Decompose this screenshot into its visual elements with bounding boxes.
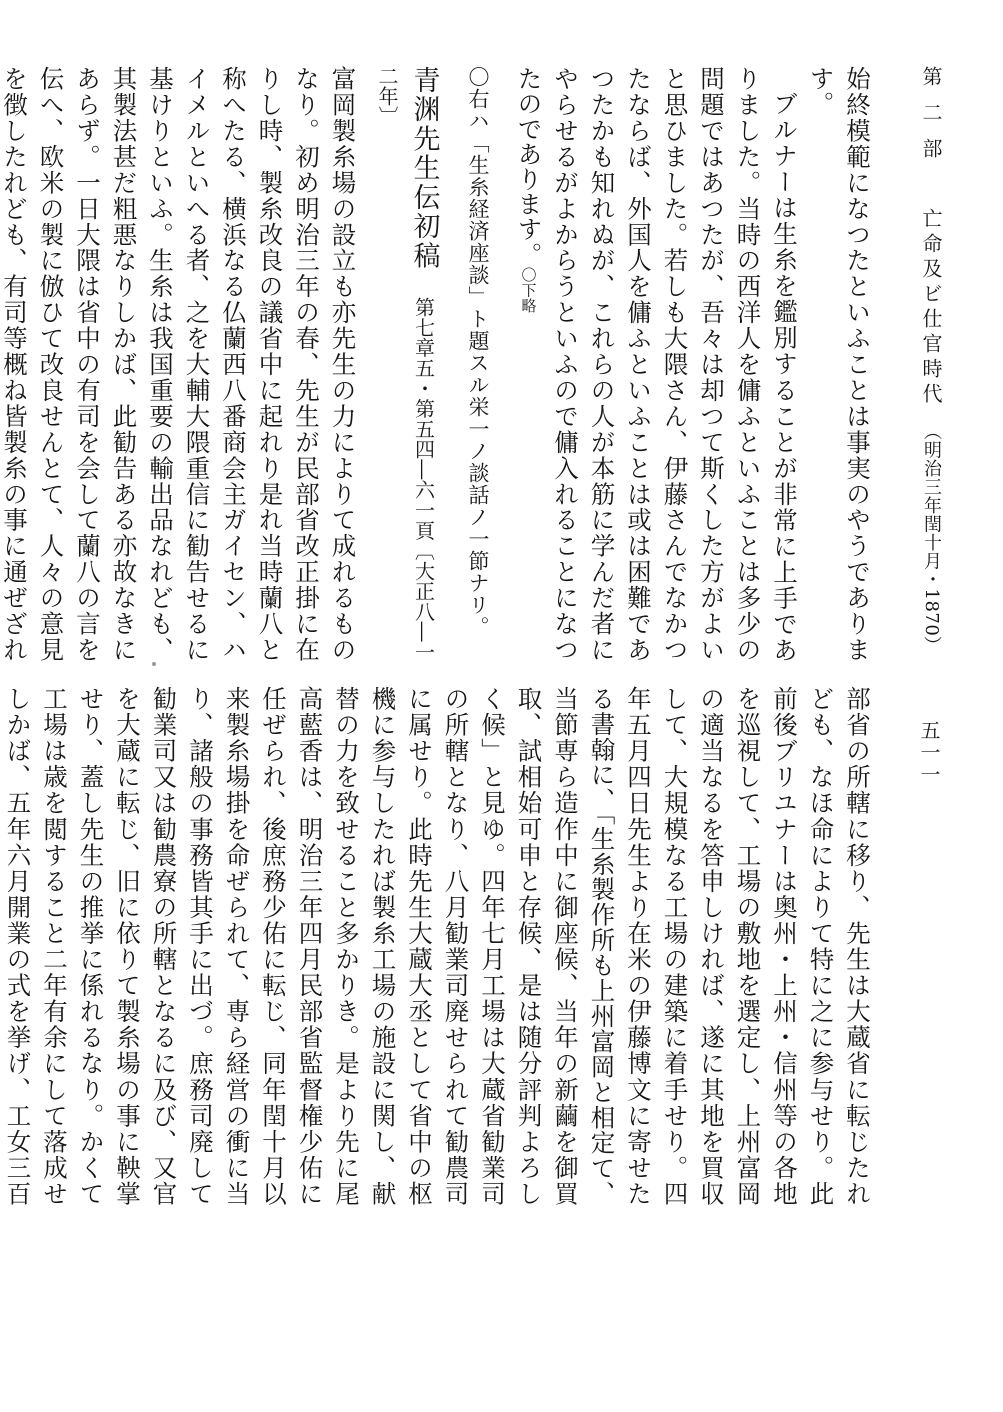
omission-mark: 〇下略 <box>519 266 538 314</box>
section-title: 亡命及ビ仕官時代 <box>919 208 943 408</box>
section-heading-title: 青渊先生伝初稿 <box>408 66 440 272</box>
quote-paragraph <box>510 66 802 662</box>
running-head <box>912 66 946 666</box>
period-label: （明治三年閏十月・1870） <box>921 422 942 655</box>
page-number: 五一一 <box>917 720 941 786</box>
quote-closing-paragraph: 始終模範になつたといふことは事実のやうであります。 <box>806 66 872 662</box>
section-heading <box>369 66 442 662</box>
section-heading-reference: 第七章五・第五四―六一頁〔大正八―一二年〕 <box>375 66 436 663</box>
part-label: 第二部 <box>919 66 943 174</box>
body-paragraph-continued: 部省の所轄に移り、先生は大蔵省に転じたれども、なほ命によりて特に之に参与せり。此前後ブリユナーは奥州・上州・信州等の各地を巡視して、工場の敷地を選定し、上州富岡の適当なるを答申しければ、遂に其地を買収して、大規模なる工場の建築に着手せり。四年五月四日先生より在米の伊藤博文に寄せたる書翰に、「生糸製作所も上州富岡と相定て、当節専ら造作中に御座候、当年の新繭を御買取、試相始可申と存候、是は随分評判よろしく候」と見ゆ。四年七月工場は大蔵省勧業司の所轄となり、八月勧業司廃せられて勧農司に属せり。此時先生大蔵大丞として省中の枢機に参与したれば製糸工場の施設に関し、献替の力を致せること多かりき。是より先に尾高藍香は、明治三年四月民部省監督権少佑に任ぜられ、後庶務少佑に転じ、同年閏十月以来製糸場掛を命ぜられて、専ら経営の衝に当り、諸般の事務皆其手に出づ。庶務司廃して勧業司又は勧農寮の所轄となるに及び、又官を大蔵に転じ、旧に依りて製糸場の事に鞅掌せり、蓋し先生の推挙に係れるなり。かくて工場は歳を閲すること二年有余にして落成せしかば、五年六月開業の式を挙げ、工女三百 <box>3 686 872 1206</box>
print-speck <box>152 662 156 666</box>
source-note: 〇右ハ「生糸経済座談」ト題スル栄一ノ談話ノ一節ナリ。 <box>466 66 490 638</box>
body-paragraph: 富岡製糸場の設立も亦先生の力によりて成れるものなり。初め明治三年の春、先生が民部省改正掛に在りし時、製糸改良の議省中に起れり是れ当時蘭八と称へたる、横浜なる仏蘭西八番商会主ガイセン、ハイメルといへる者、之を大輔大隈重信に勧告せるに基けりといふ。生糸は我国重要の輸出品なれども、其製法甚だ粗悪なりしかば、此勧告ある亦故なきにあらず。一日大隈は省中の有司を会して蘭八の言を伝へ、欧米の製に倣ひて改良せんとて、人々の意見を徴したれども、有司等概ね皆製糸の事に通ぜざれ <box>0 66 358 662</box>
quote-paragraph-text: ブルナーは生糸を鑑別することが非常に上手でありました。当時の西洋人を傭ふといふことは多少の問題ではあつたが、吾々は却つて斯くした方がよいと思ひました。若しも大隈さん、伊藤さんでなかつたならば、外国人を傭ふといふことは或は困難であつたかも知れぬが、これらの人が本筋に学んだ者にやらせるがよからうといふので傭入れることになつたのであります。 <box>514 66 799 662</box>
lower-tier-text <box>3 686 875 1206</box>
upper-tier-text <box>0 66 875 663</box>
